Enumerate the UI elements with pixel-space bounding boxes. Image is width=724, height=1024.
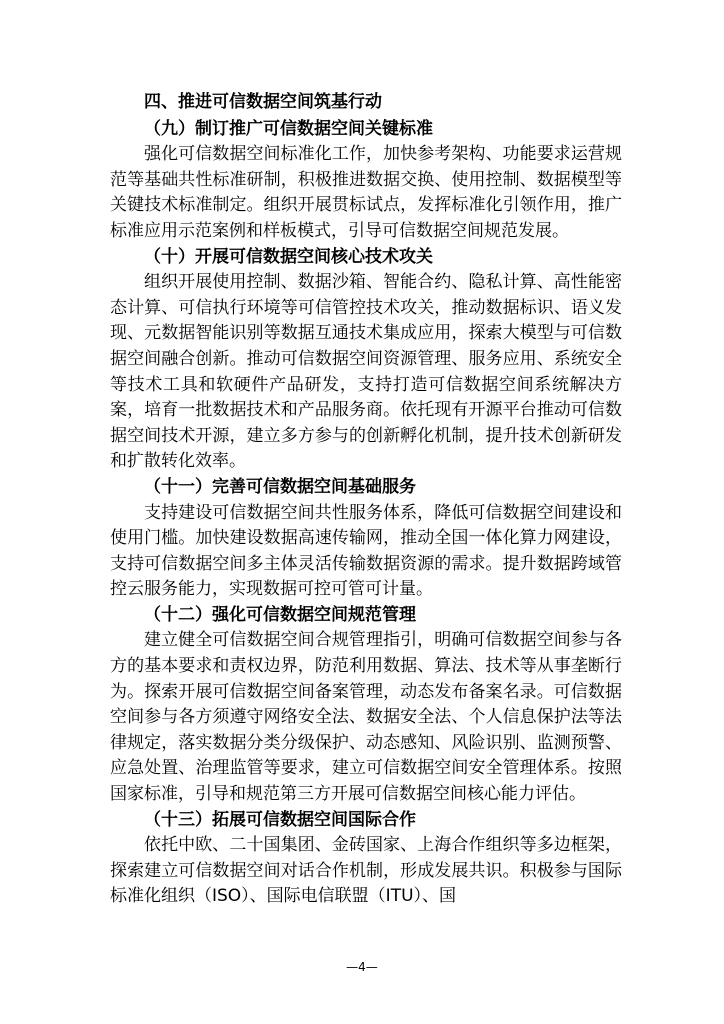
paragraph-10: 组织开展使用控制、数据沙箱、智能合约、隐私计算、高性能密态计算、可信执行环境等可信管控技术攻关，推动数据标识、语义发现、元数据智能识别等数据互通技术集成应用，探索大模型与可信数据空间融合创新。推动可信数据空间资源管理、服务应用、系统安全等技术工具和软硬件产品研发，支持打造可信数据空间系统解决方案，培育一批数据技术和产品服务商。依托现有开源平台推动可信数据空间技术开源，建立多方参与的创新孵化机制，提升技术创新研发和扩散转化效率。 <box>110 272 622 472</box>
paragraph-13: 依托中欧、二十国集团、金砖国家、上海合作组织等多边框架，探索建立可信数据空间对话合作机制，形成发展共识。积极参与国际标准化组织（ISO）、国际电信联盟（ITU）、国 <box>110 835 622 907</box>
section-heading: 四、推进可信数据空间筑基行动 <box>144 92 382 112</box>
subsection-heading-13: （十三）拓展可信数据空间国际合作 <box>144 809 416 830</box>
page-number: —4— <box>346 960 378 974</box>
paragraph-11: 支持建设可信数据空间共性服务体系，降低可信数据空间建设和使用门槛。加快建设数据高速传输网，推动全国一体化算力网建设，支持可信数据空间多主体灵活传输数据资源的需求。提升数据跨域管控云服务能力，实现数据可控可管可计量。 <box>110 502 622 600</box>
subsection-heading-9: （九）制订推广可信数据空间关键标准 <box>144 118 433 139</box>
document-body <box>110 90 622 910</box>
paragraph-9: 强化可信数据空间标准化工作，加快参考架构、功能要求运营规范等基础共性标准研制，积极推进数据交换、使用控制、数据模型等关键技术标准制定。组织开展贯标试点，发挥标准化引领作用，推广标准应用示范案例和样板模式，引导可信数据空间规范发展。 <box>110 144 622 241</box>
subsection-heading-11: （十一）完善可信数据空间基础服务 <box>144 476 416 497</box>
paragraph-12: 建立健全可信数据空间合规管理指引，明确可信数据空间参与各方的基本要求和责权边界，防范利用数据、算法、技术等从事垄断行为。探索开展可信数据空间备案管理，动态发布备案名录。可信数据空间参与各方须遵守网络安全法、数据安全法、个人信息保护法等法律规定，落实数据分类分级保护、动态感知、风险识别、监测预警、应急处置、治理监管等要求，建立可信数据空间安全管理体系。按照国家标准，引导和规范第三方开展可信数据空间核心能力评估。 <box>110 630 622 805</box>
subsection-heading-12: （十二）强化可信数据空间规范管理 <box>144 604 416 625</box>
subsection-heading-10: （十）开展可信数据空间核心技术攻关 <box>144 246 433 267</box>
